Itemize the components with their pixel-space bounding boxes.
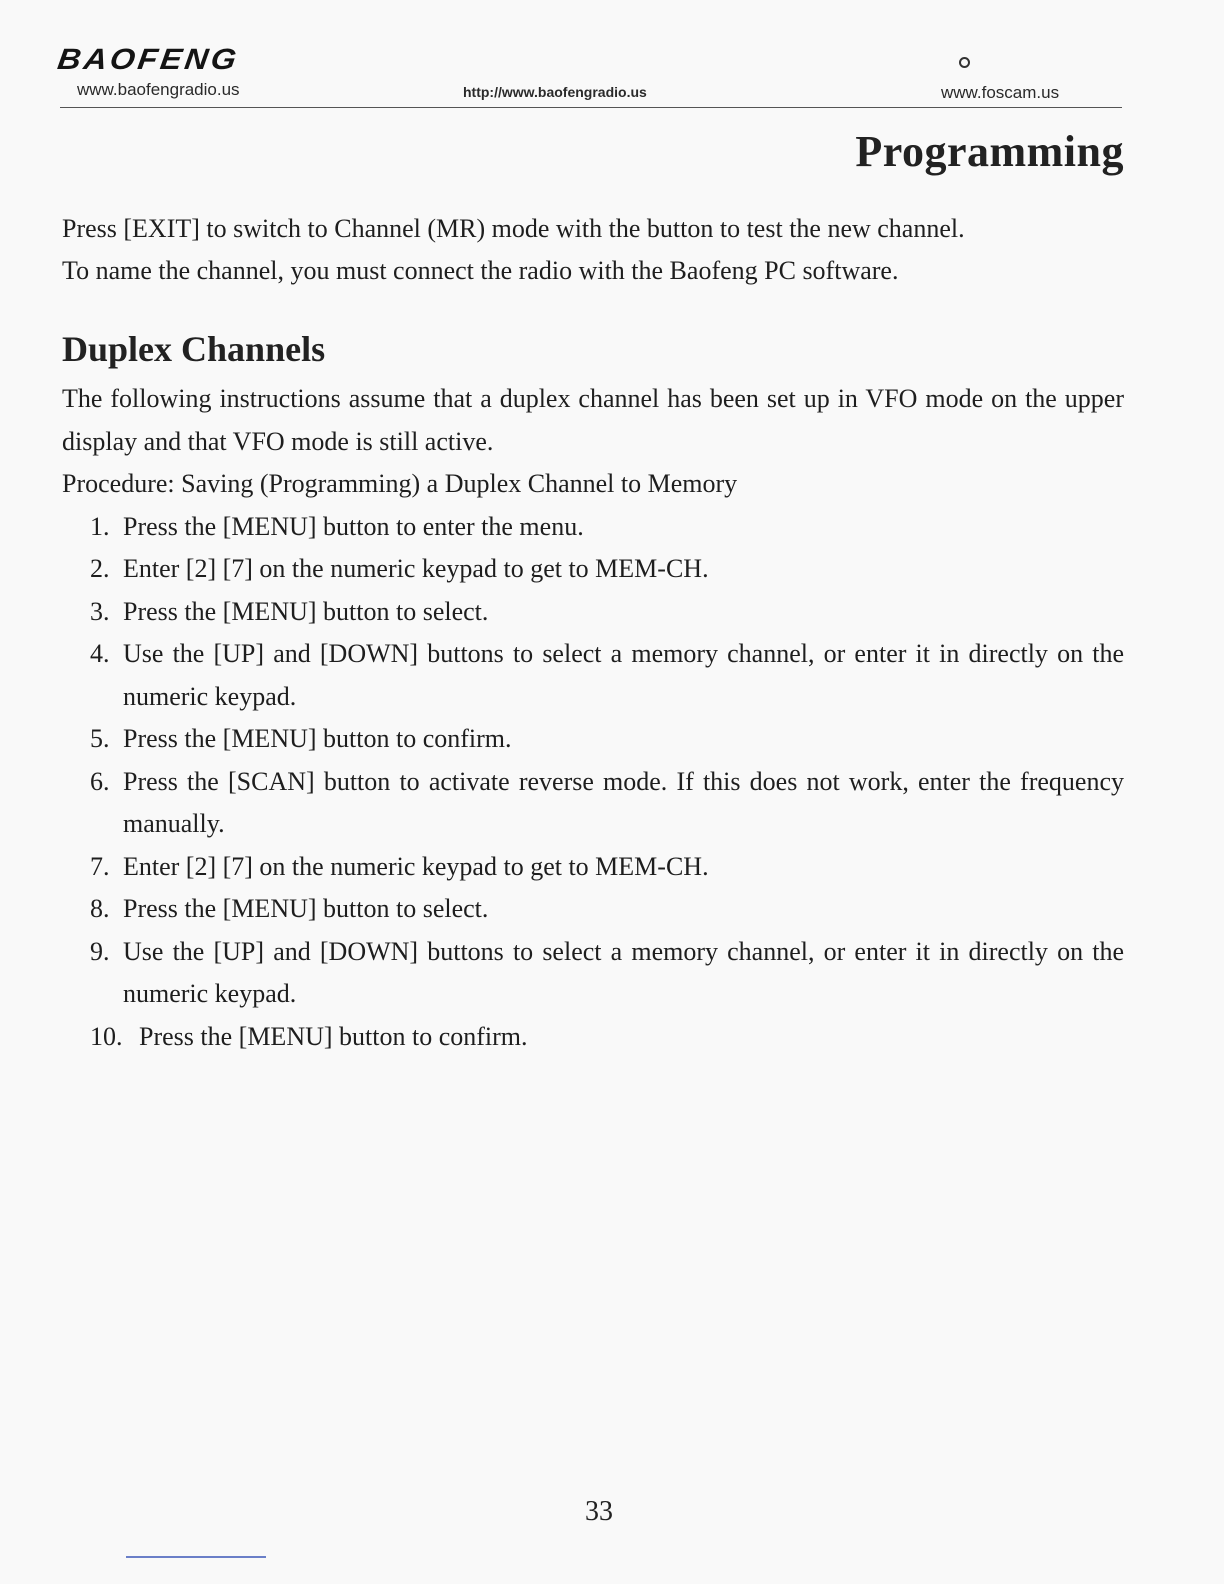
- step-number: 5.: [90, 724, 110, 753]
- step-text: Press the [MENU] button to select.: [123, 894, 489, 923]
- step-text: Use the [UP] and [DOWN] buttons to select a memory channel, or enter it in directly on the numeric keypad.: [123, 639, 1124, 711]
- step-text: Press the [SCAN] button to activate reverse mode. If this does not work, enter the frequency manually.: [123, 766, 1124, 838]
- list-item: [62, 888, 1124, 931]
- brand-logo: BAOFENG: [55, 42, 242, 76]
- intro-line-2: To name the channel, you must connect the radio with the Baofeng PC software.: [62, 256, 899, 285]
- step-number: 9.: [90, 936, 110, 966]
- list-item: [62, 591, 1124, 634]
- page-number: 33: [585, 1496, 613, 1527]
- list-item: [62, 506, 1124, 549]
- step-text: Press the [MENU] button to confirm.: [139, 1021, 528, 1051]
- header-right-url[interactable]: www.foscam.us: [941, 83, 1060, 102]
- step-text: Enter [2] [7] on the numeric keypad to get to MEM-CH.: [123, 851, 709, 881]
- step-text: Press the [MENU] button to select.: [123, 596, 489, 626]
- procedure-title: Procedure: Saving (Programming) a Duplex Channel to Memory: [62, 469, 738, 498]
- header-divider: [60, 107, 1122, 108]
- procedure-steps: [62, 506, 1124, 1059]
- step-number: 10.: [90, 1021, 123, 1051]
- section-paragraph: The following instructions assume that a duplex channel has been set up in VFO mode on the upper display and that VFO mode is still active.: [62, 384, 1124, 456]
- section-body: [62, 378, 1124, 1058]
- list-item: [62, 1016, 1124, 1059]
- step-number: 2.: [90, 554, 110, 583]
- list-item: [62, 718, 1124, 761]
- step-text: Enter [2] [7] on the numeric keypad to get to MEM-CH.: [123, 554, 709, 583]
- section-heading: Duplex Channels: [62, 329, 326, 369]
- list-item: [62, 548, 1124, 591]
- step-number: 8.: [90, 894, 110, 923]
- list-item: [62, 846, 1124, 889]
- intro-line-1: Press [EXIT] to switch to Channel (MR) mode with the button to test the new channel.: [62, 214, 965, 243]
- list-item: [62, 761, 1124, 846]
- bullet-circle-icon: [959, 57, 970, 68]
- step-number: 3.: [90, 596, 110, 626]
- list-item: [62, 633, 1124, 718]
- step-number: 6.: [90, 766, 110, 796]
- step-text: Press the [MENU] button to enter the menu.: [123, 511, 584, 541]
- brand-url[interactable]: www.baofengradio.us: [77, 80, 240, 99]
- page-title: Programming: [855, 127, 1124, 176]
- step-number: 1.: [90, 511, 110, 541]
- step-number: 7.: [90, 851, 110, 881]
- header-center-url[interactable]: http://www.baofengradio.us: [463, 84, 647, 100]
- step-text: Press the [MENU] button to confirm.: [123, 724, 512, 753]
- list-item: [62, 931, 1124, 1016]
- intro-text: [62, 208, 1132, 292]
- footer-divider: [126, 1556, 266, 1558]
- step-number: 4.: [90, 639, 110, 668]
- step-text: Use the [UP] and [DOWN] buttons to select a memory channel, or enter it in directly on the numeric keypad.: [123, 936, 1124, 1008]
